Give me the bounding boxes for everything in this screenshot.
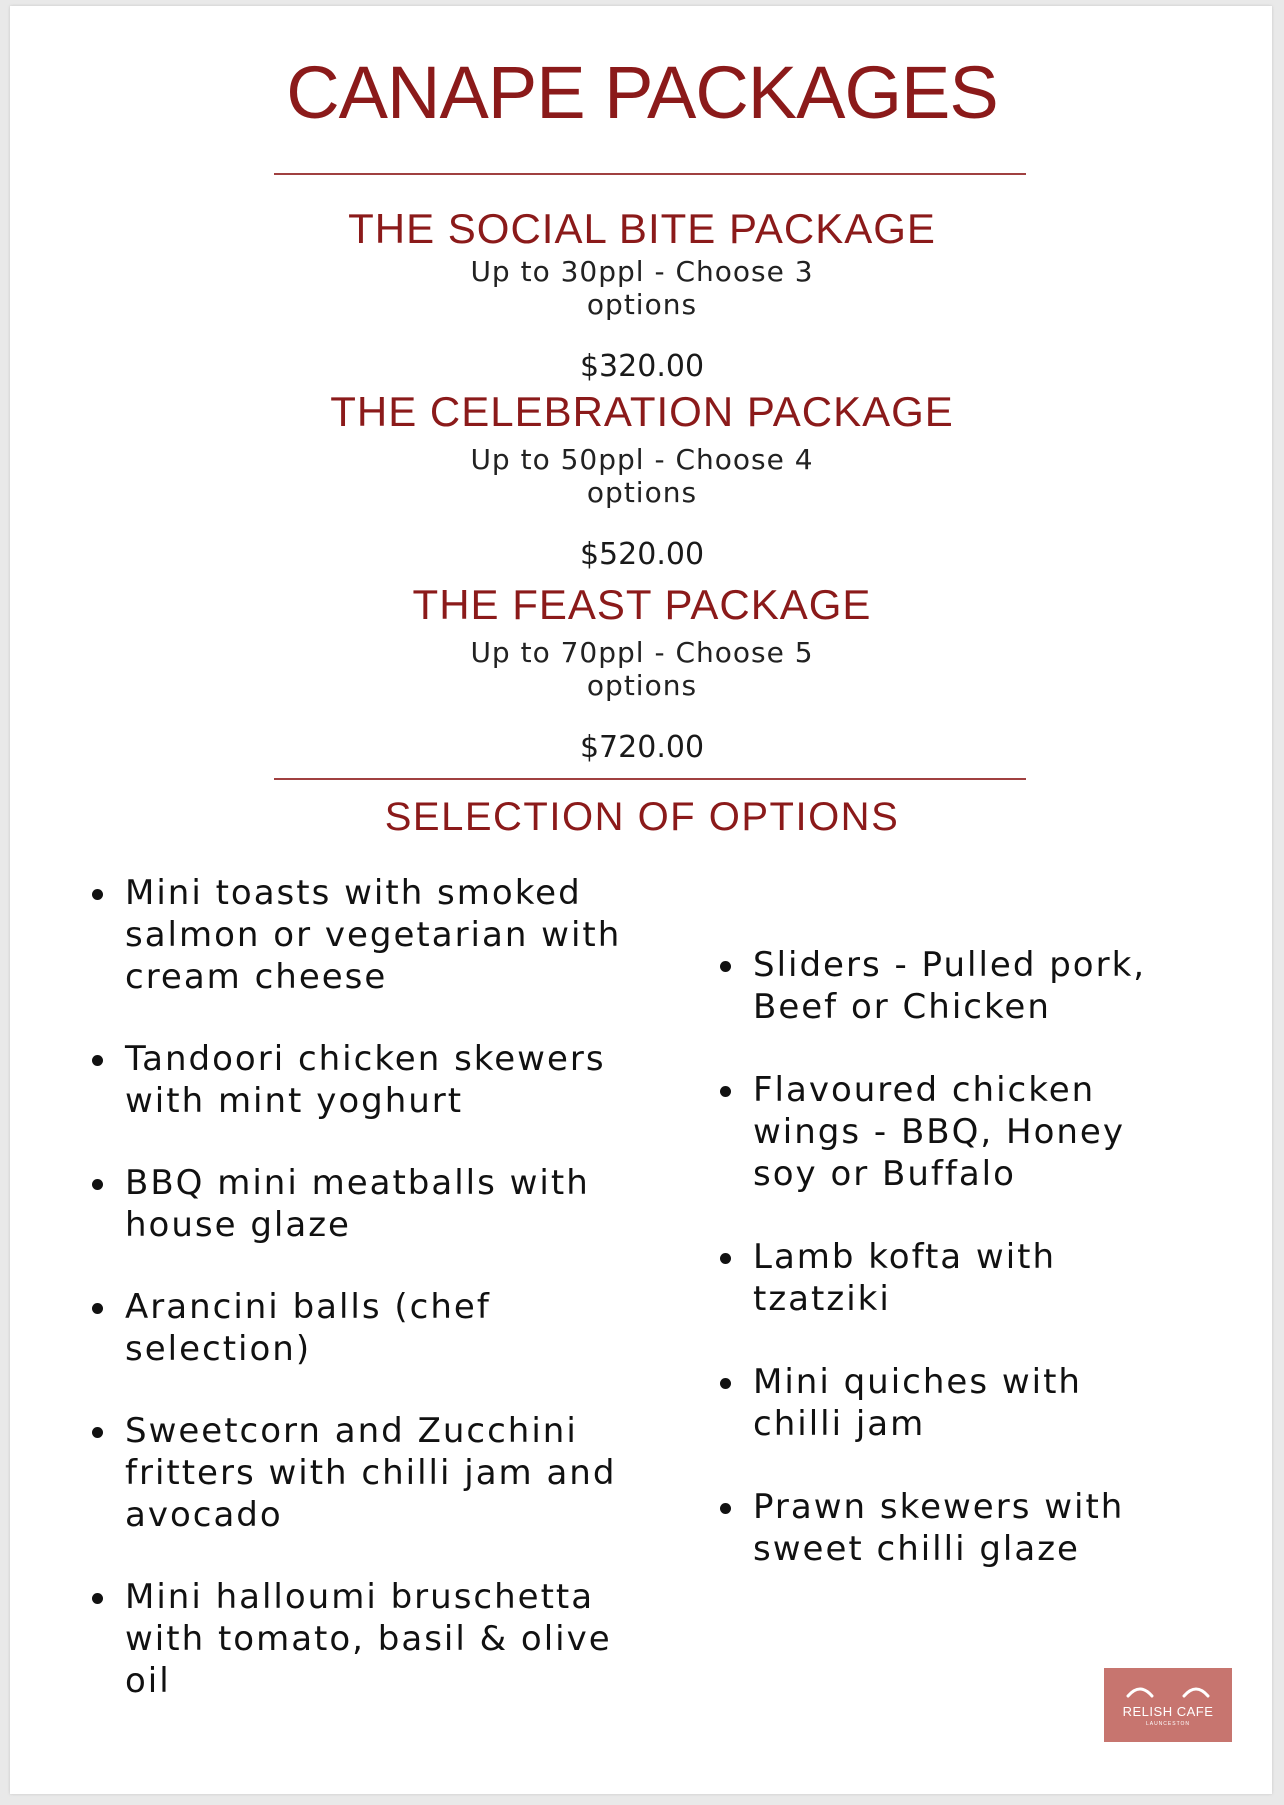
package-name: THE SOCIAL BITE PACKAGE <box>348 205 936 252</box>
package-description-line: Up to 70ppl - Choose 5 <box>470 636 814 669</box>
list-item: Tandoori chicken skewers with mint yoghurt <box>90 1038 630 1122</box>
package-description <box>0 636 1284 702</box>
list-item: Flavoured chicken wings - BBQ, Honey soy or Buffalo <box>718 1069 1178 1195</box>
logo-name: RELISH CAFE <box>1122 1704 1214 1719</box>
package-description-line: options <box>586 669 698 702</box>
package-name: THE FEAST PACKAGE <box>412 581 872 628</box>
package-description-line: Up to 30ppl - Choose 3 <box>470 255 814 288</box>
package-name: THE CELEBRATION PACKAGE <box>330 388 954 435</box>
list-item: Lamb kofta with tzatziki <box>718 1236 1178 1320</box>
list-item: Sliders - Pulled pork, Beef or Chicken <box>718 944 1178 1028</box>
list-item: Mini halloumi bruschetta with tomato, basil & olive oil <box>90 1576 630 1702</box>
logo-subtitle: LAUNCESTON <box>1145 1721 1191 1727</box>
list-item: Arancini balls (chef selection) <box>90 1286 630 1370</box>
package-description-line: options <box>586 476 698 509</box>
divider-middle <box>274 778 1026 780</box>
eyes-icon <box>1126 1680 1210 1700</box>
page-title: CANAPE PACKAGES <box>286 51 998 134</box>
package-price: $720.00 <box>579 730 705 765</box>
relish-cafe-logo <box>1104 1668 1232 1742</box>
list-item: Mini quiches with chilli jam <box>718 1361 1178 1445</box>
list-item: BBQ mini meatballs with house glaze <box>90 1162 630 1246</box>
options-list-right <box>718 944 1178 1611</box>
options-list-left <box>90 872 630 1742</box>
package-description <box>0 255 1284 321</box>
divider-top <box>274 173 1026 175</box>
package-description-line: Up to 50ppl - Choose 4 <box>470 443 814 476</box>
package-description-line: options <box>586 288 698 321</box>
list-item: Mini toasts with smoked salmon or vegetarian with cream cheese <box>90 872 630 998</box>
list-item: Prawn skewers with sweet chilli glaze <box>718 1486 1178 1570</box>
package-price: $520.00 <box>579 537 705 572</box>
package-description <box>0 443 1284 509</box>
list-item: Sweetcorn and Zucchini fritters with chilli jam and avocado <box>90 1410 630 1536</box>
options-title: SELECTION OF OPTIONS <box>384 795 900 839</box>
package-price: $320.00 <box>579 349 705 384</box>
